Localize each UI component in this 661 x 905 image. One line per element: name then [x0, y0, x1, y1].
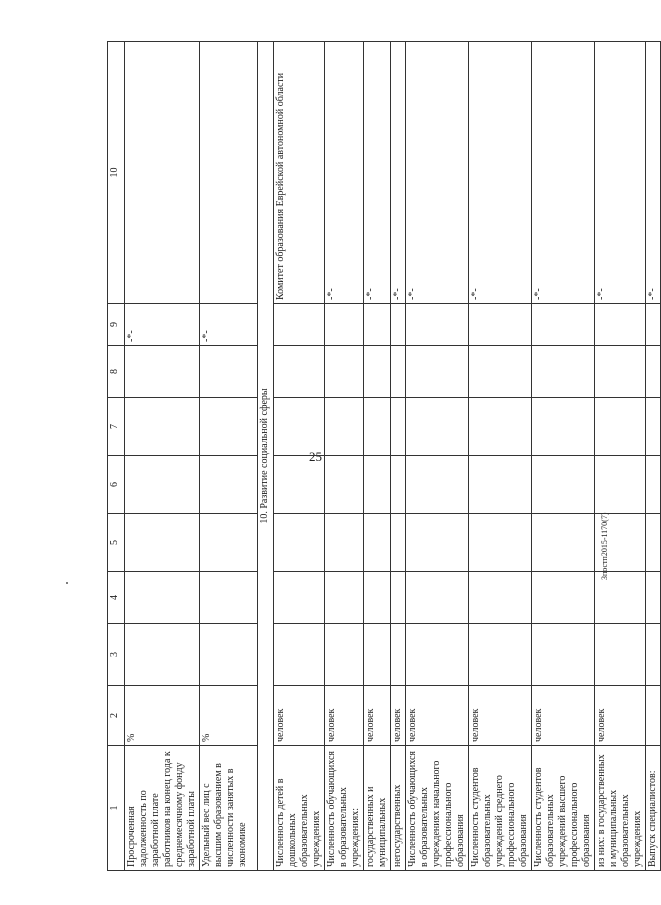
unit-cell: человек — [325, 686, 364, 746]
value-cell — [274, 304, 325, 346]
value-cell — [391, 304, 406, 346]
unit-cell: % — [200, 686, 258, 746]
header-cell: 2 — [108, 686, 125, 746]
indicator-table — [107, 41, 661, 871]
indicator-name: негосударственных — [391, 746, 406, 871]
table-row — [274, 42, 325, 871]
unit-cell: человек — [274, 686, 325, 746]
responsible-cell: -*- — [469, 42, 532, 304]
responsible-cell: -*- — [595, 42, 646, 304]
header-cell: 6 — [108, 456, 125, 514]
scan-speck — [66, 582, 68, 584]
indicator-name: из них: в государственных и муниципальных образовательных учреждениях — [595, 746, 646, 871]
indicator-name: Численность детей в дошкольных образовательных учреждениях — [274, 746, 325, 871]
value-cell — [595, 304, 646, 346]
unit-cell: % — [125, 686, 200, 746]
value-cell: -*- — [125, 304, 200, 346]
responsible-cell — [200, 42, 258, 304]
responsible-cell — [125, 42, 200, 304]
responsible-cell: Комитет образования Еврейской автономной области — [274, 42, 325, 304]
section-title: 10. Развитие социальной сферы — [258, 42, 274, 871]
unit-cell: человек — [391, 686, 406, 746]
header-row — [108, 42, 125, 871]
indicator-name: Численность студентов образовательных учреждений среднего профессионального образования — [469, 746, 532, 871]
responsible-cell: -*- — [325, 42, 364, 304]
indicator-name: Численность обучающихся в образовательных учреждениях: — [325, 746, 364, 871]
indicator-name: Просроченная задолженность по заработной плате работников на конец года к среднемесячному фонду заработной платы — [125, 746, 200, 871]
table-row — [364, 42, 391, 871]
indicator-name: государственных и муниципальных — [364, 746, 391, 871]
value-cell — [469, 304, 532, 346]
responsible-cell: -*- — [406, 42, 469, 304]
document-code: Зпостп2015-1170(7) — [600, 512, 609, 580]
page-number: 25 — [309, 449, 322, 464]
unit-cell: человек — [364, 686, 391, 746]
table-row — [406, 42, 469, 871]
header-cell: 4 — [108, 572, 125, 624]
responsible-cell: -*- — [391, 42, 406, 304]
unit-cell: человек — [406, 686, 469, 746]
header-cell: 8 — [108, 346, 125, 398]
value-cell: -*- — [200, 304, 258, 346]
table-row — [646, 42, 661, 871]
indicator-name: Численность обучающихся в образовательных учреждениях начального профессионального образования — [406, 746, 469, 871]
value-cell — [646, 304, 661, 346]
value-cell — [325, 304, 364, 346]
table-row — [391, 42, 406, 871]
header-cell: 5 — [108, 514, 125, 572]
unit-cell: человек — [595, 686, 646, 746]
table-row — [200, 42, 258, 871]
header-cell: 1 — [108, 746, 125, 871]
header-cell: 9 — [108, 304, 125, 346]
header-cell: 3 — [108, 624, 125, 686]
table-row — [125, 42, 200, 871]
table-row — [532, 42, 595, 871]
value-cell — [406, 304, 469, 346]
indicator-name: Выпуск специалистов: — [646, 746, 661, 871]
unit-cell: человек — [469, 686, 532, 746]
header-cell: 7 — [108, 398, 125, 456]
unit-cell: человек — [532, 686, 595, 746]
table-row — [325, 42, 364, 871]
section-row — [258, 42, 274, 871]
indicator-name: Численность студентов образовательных учреждений высшего профессионального образования — [532, 746, 595, 871]
table-row — [595, 42, 646, 871]
responsible-cell: -*- — [646, 42, 661, 304]
header-cell: 10 — [108, 42, 125, 304]
value-cell — [532, 304, 595, 346]
value-cell — [364, 304, 391, 346]
responsible-cell: -*- — [532, 42, 595, 304]
indicator-name: Удельный вес лиц с высшим образованием в численности занятых в экономике — [200, 746, 258, 871]
responsible-cell: -*- — [364, 42, 391, 304]
unit-cell — [646, 686, 661, 746]
table-row — [469, 42, 532, 871]
